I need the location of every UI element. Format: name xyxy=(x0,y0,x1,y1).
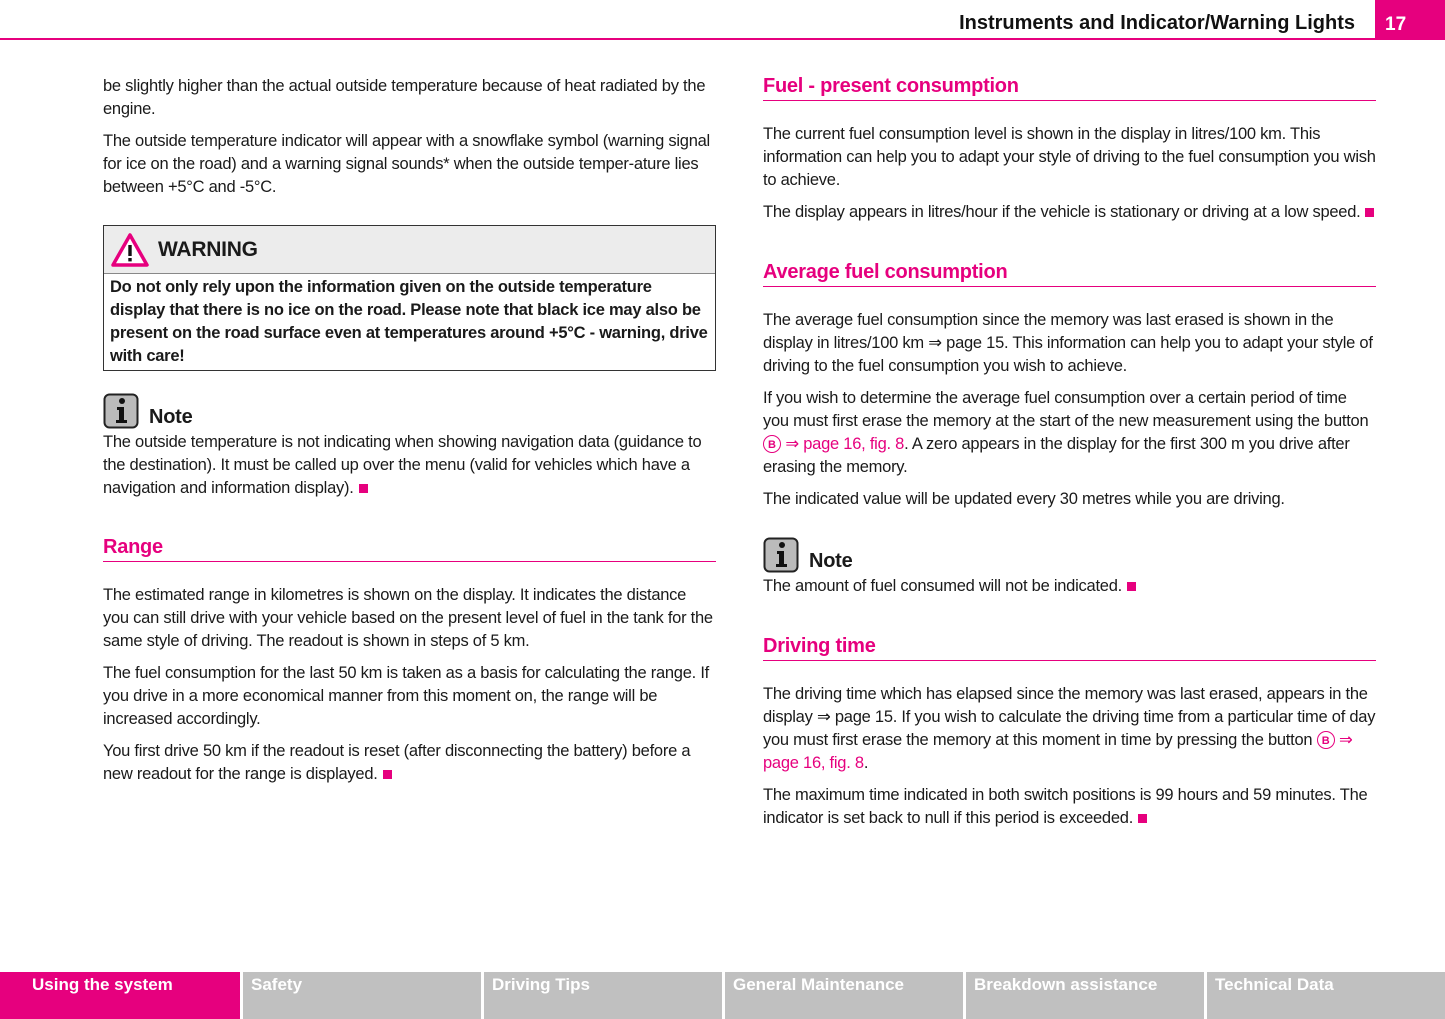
end-marker-icon xyxy=(359,484,368,493)
tab-breakdown-assistance[interactable]: Breakdown assistance xyxy=(966,972,1204,1019)
info-icon xyxy=(103,393,139,429)
note-title: Note xyxy=(149,406,193,428)
button-b-icon: B xyxy=(763,435,781,453)
info-icon xyxy=(763,537,799,573)
end-marker-icon xyxy=(1365,208,1374,217)
warning-triangle-icon xyxy=(110,232,150,268)
paragraph-text: The driving time which has elapsed since the memory was last erased, appears in the display ⇒ page 15. If you wish to calculate the driving time from a particular time of day you must first erase the memory at this moment in time by pressing the button xyxy=(763,685,1376,749)
note-text: The amount of fuel consumed will not be indicated. xyxy=(763,577,1122,595)
end-marker-icon xyxy=(383,770,392,779)
section-heading-average: Average fuel consumption xyxy=(763,261,1376,287)
paragraph-text: . A zero appears in the display for the first 300 m you drive after erasing the memory. xyxy=(763,435,1350,476)
page-reference-link[interactable]: ⇒ page 16, fig. 8 xyxy=(785,435,905,453)
paragraph: The current fuel consumption level is shown in the display in litres/100 km. This information can help you to adapt your style of driving to the fuel consumption you wish to achieve. xyxy=(763,125,1376,189)
page-reference-link[interactable]: ⇒ page 16, fig. 8 xyxy=(763,731,1353,772)
left-column xyxy=(103,75,716,795)
end-marker-icon xyxy=(1138,814,1147,823)
chapter-title: Instruments and Indicator/Warning Lights xyxy=(959,12,1355,34)
right-column xyxy=(763,75,1376,839)
tab-safety[interactable]: Safety xyxy=(243,972,481,1019)
tab-using-the-system[interactable]: Using the system xyxy=(0,972,240,1019)
tab-technical-data[interactable]: Technical Data xyxy=(1207,972,1445,1019)
paragraph: The display appears in litres/hour if the vehicle is stationary or driving at a low speed. xyxy=(763,203,1361,221)
section-heading-driving-time: Driving time xyxy=(763,635,1376,661)
note-text: The outside temperature is not indicating when showing navigation data (guidance to the destination). It must be called up over the menu (valid for vehicles which have a navigation and information display). xyxy=(103,433,702,497)
paragraph: The outside temperature indicator will appear with a snowflake symbol (warning signal for ice on the road) and a warning signal sounds* when the outside temper-ature lies between +5°C and -5°C. xyxy=(103,132,710,196)
paragraph: be slightly higher than the actual outside temperature because of heat radiated by the engine. xyxy=(103,77,706,118)
warning-text: Do not only rely upon the information given on the outside temperature display that there is no ice on the road. Please note that black ice may also be present on the road surface even at temperatures around +5°C - warning, drive with care! xyxy=(110,278,708,365)
section-heading-range: Range xyxy=(103,536,716,562)
tab-general-maintenance[interactable]: General Maintenance xyxy=(725,972,963,1019)
paragraph-text: . xyxy=(863,754,869,772)
paragraph: The fuel consumption for the last 50 km is taken as a basis for calculating the range. If you drive in a more economical manner from this moment on, the range will be increased accordingly. xyxy=(103,664,709,728)
note-title: Note xyxy=(809,550,853,572)
end-marker-icon xyxy=(1127,582,1136,591)
paragraph: The maximum time indicated in both switch positions is 99 hours and 59 minutes. The indicator is set back to null if this period is exceeded. xyxy=(763,786,1368,827)
paragraph: You first drive 50 km if the readout is reset (after disconnecting the battery) before a new readout for the range is displayed. xyxy=(103,742,691,783)
paragraph: The estimated range in kilometres is shown on the display. It indicates the distance you can still drive with your vehicle based on the present level of fuel in the tank for the same style of driving. The readout is shown in steps of 5 km. xyxy=(103,586,713,650)
warning-title: WARNING xyxy=(158,238,258,261)
header-rule xyxy=(0,38,1445,40)
section-heading-fuel-present: Fuel - present consumption xyxy=(763,75,1376,101)
paragraph: The average fuel consumption since the memory was last erased is shown in the display in litres/100 km ⇒ page 15. This information can help you to adapt your style of driving to the fuel consumption you wish to achieve. xyxy=(763,311,1373,375)
paragraph-text: If you wish to determine the average fuel consumption over a certain period of time you must first erase the memory at the start of the new measurement using the button xyxy=(763,389,1369,430)
paragraph: The indicated value will be updated every 30 metres while you are driving. xyxy=(763,490,1285,508)
warning-box xyxy=(103,225,716,371)
tab-driving-tips[interactable]: Driving Tips xyxy=(484,972,722,1019)
page-number: 17 xyxy=(1375,0,1445,40)
button-b-icon: B xyxy=(1317,731,1335,749)
